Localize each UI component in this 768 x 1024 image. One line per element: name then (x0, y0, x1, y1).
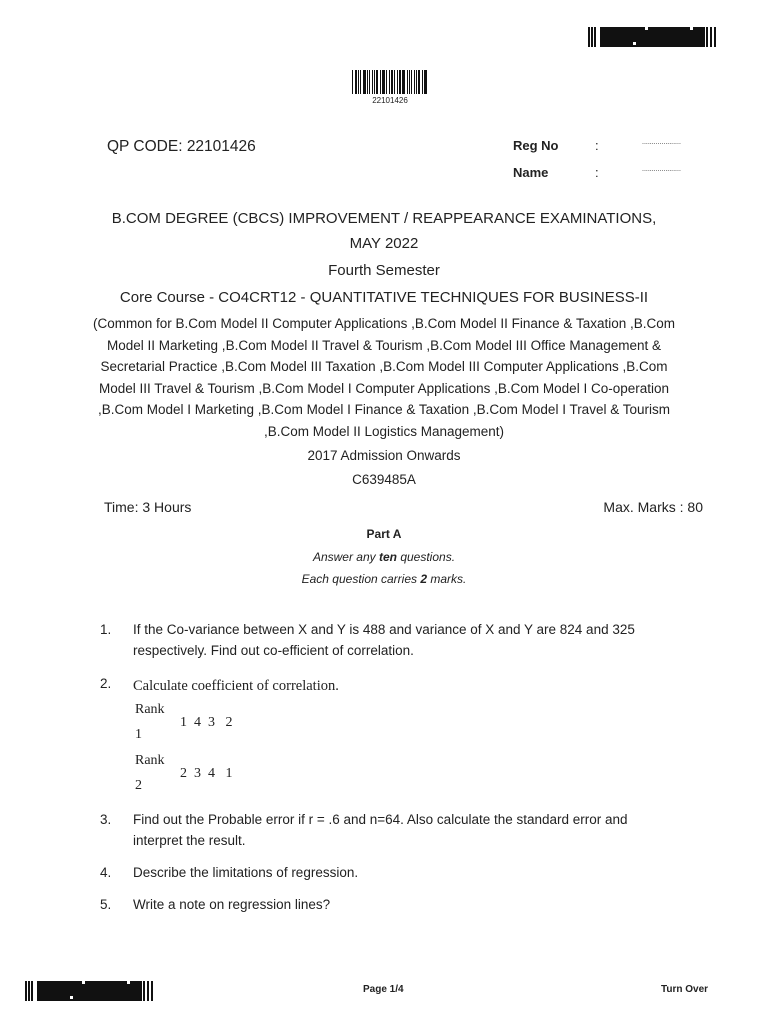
question-text (133, 809, 693, 851)
question-text (133, 862, 693, 883)
barcode-pattern (25, 981, 155, 1001)
barcode-bar (382, 70, 385, 94)
question-line: interpret the result. (133, 833, 246, 848)
rank-2-values: 2 3 4 1 (180, 766, 233, 781)
common-for-line: Secretarial Practice ,B.Com Model III Taxation ,B.Com Model III Computer Applications ,B.Com (100, 359, 668, 375)
barcode-bar (358, 70, 359, 94)
course-title: Core Course - CO4CRT12 - QUANTITATIVE TECHNIQUES FOR BUSINESS-II (119, 289, 649, 306)
barcode-bar (372, 70, 373, 94)
instruction-1-post: questions. (396, 550, 456, 564)
barcode-bar (399, 70, 401, 94)
reg-no-colon: : (595, 138, 599, 153)
name-colon: : (595, 165, 599, 180)
common-for-line: ,B.Com Model II Logistics Management) (263, 423, 505, 439)
barcode-bar (409, 70, 410, 94)
barcode-bar (363, 70, 366, 94)
part-instruction-1 (0, 550, 768, 564)
qp-barcode (352, 70, 428, 94)
instruction-1-pre: Answer any (312, 550, 379, 564)
barcode-bar (416, 70, 417, 94)
page-number: Page 1/4 (363, 984, 404, 995)
rank-table (135, 700, 335, 800)
reg-no-label: Reg No (513, 138, 559, 153)
name-label: Name (513, 165, 549, 180)
admission-year: 2017 Admission Onwards (307, 448, 461, 463)
instruction-2-marks: 2 (420, 572, 428, 586)
question-line: Write a note on regression lines? (133, 897, 331, 912)
top-right-barcode (588, 27, 718, 47)
barcode-bar (374, 70, 375, 94)
exam-month: MAY 2022 (349, 235, 419, 252)
common-for-block (0, 313, 768, 443)
question-number: 1. (100, 622, 112, 637)
series-code: C639485A (352, 472, 416, 487)
barcode-bar (376, 70, 378, 94)
instruction-2-post: marks. (427, 572, 467, 586)
question-line: Describe the limitations of regression. (133, 865, 359, 880)
barcode-bar (414, 70, 415, 94)
barcode-pattern (588, 27, 718, 47)
question-number: 2. (100, 676, 112, 691)
barcode-bar (391, 70, 393, 94)
common-for-line: ,B.Com Model I Marketing ,B.Com Model I Finance & Taxation ,B.Com Model I Travel & Tourism (98, 402, 670, 418)
question-line: If the Co-variance between X and Y is 488 and variance of X and Y are 824 and 325 (133, 622, 635, 637)
reg-no-field: .................... (642, 139, 681, 146)
barcode-bar (386, 70, 387, 94)
time-allowed: Time: 3 Hours (104, 499, 192, 515)
bottom-left-barcode (25, 981, 155, 1001)
barcode-bar (418, 70, 420, 94)
barcode-bar (380, 70, 381, 94)
barcode-bar (367, 70, 368, 94)
instruction-2-pre: Each question carries (301, 572, 421, 586)
question-number: 3. (100, 812, 112, 827)
name-field: .................... (642, 166, 681, 173)
rank-1-values: 1 4 3 2 (180, 715, 233, 730)
instruction-1-count: ten (378, 550, 397, 564)
common-for-line: Model III Travel & Tourism ,B.Com Model I Computer Applications ,B.Com Model I Co-operation (99, 380, 669, 396)
barcode-bar (422, 70, 423, 94)
common-for-line: Model II Marketing ,B.Com Model II Travel & Tourism ,B.Com Model III Office Management & (107, 337, 661, 353)
question-text (133, 619, 693, 661)
barcode-bar (355, 70, 357, 94)
max-marks: Max. Marks : 80 (603, 499, 703, 515)
barcode-bar (424, 70, 427, 94)
common-for-line: (Common for B.Com Model II Computer Applications ,B.Com Model II Finance & Taxation ,B.Com (93, 316, 675, 331)
question-line: Find out the Probable error if r = .6 and n=64. Also calculate the standard error and (133, 812, 628, 827)
question-line: respectively. Find out co-efficient of correlation. (133, 643, 414, 658)
question-number: 4. (100, 865, 112, 880)
exam-title: B.COM DEGREE (CBCS) IMPROVEMENT / REAPPEARANCE EXAMINATIONS, (111, 210, 657, 227)
barcode-bar (397, 70, 398, 94)
question-text (133, 894, 693, 915)
barcode-bar (407, 70, 408, 94)
part-instruction-2 (0, 572, 768, 586)
rank-2-label: Rank (135, 753, 165, 768)
barcode-bar (360, 70, 361, 94)
part-heading: Part A (366, 527, 402, 541)
barcode-bar (411, 70, 413, 94)
turn-over: Turn Over (661, 984, 709, 995)
barcode-bar (394, 70, 395, 94)
rank-1-label-num: 1 (135, 727, 142, 742)
barcode-bar (389, 70, 390, 94)
rank-2-label-num: 2 (135, 778, 142, 793)
barcode-bar (352, 70, 353, 94)
barcode-bar (402, 70, 405, 94)
qp-code: QP CODE: 22101426 (107, 138, 256, 155)
question-text (133, 676, 693, 697)
rank-1-label: Rank (135, 702, 165, 717)
question-number: 5. (100, 897, 112, 912)
barcode-bar (369, 70, 371, 94)
semester: Fourth Semester (328, 262, 440, 279)
barcode-number: 22101426 (372, 96, 408, 105)
question-line: Calculate coefficient of correlation. (133, 678, 339, 694)
